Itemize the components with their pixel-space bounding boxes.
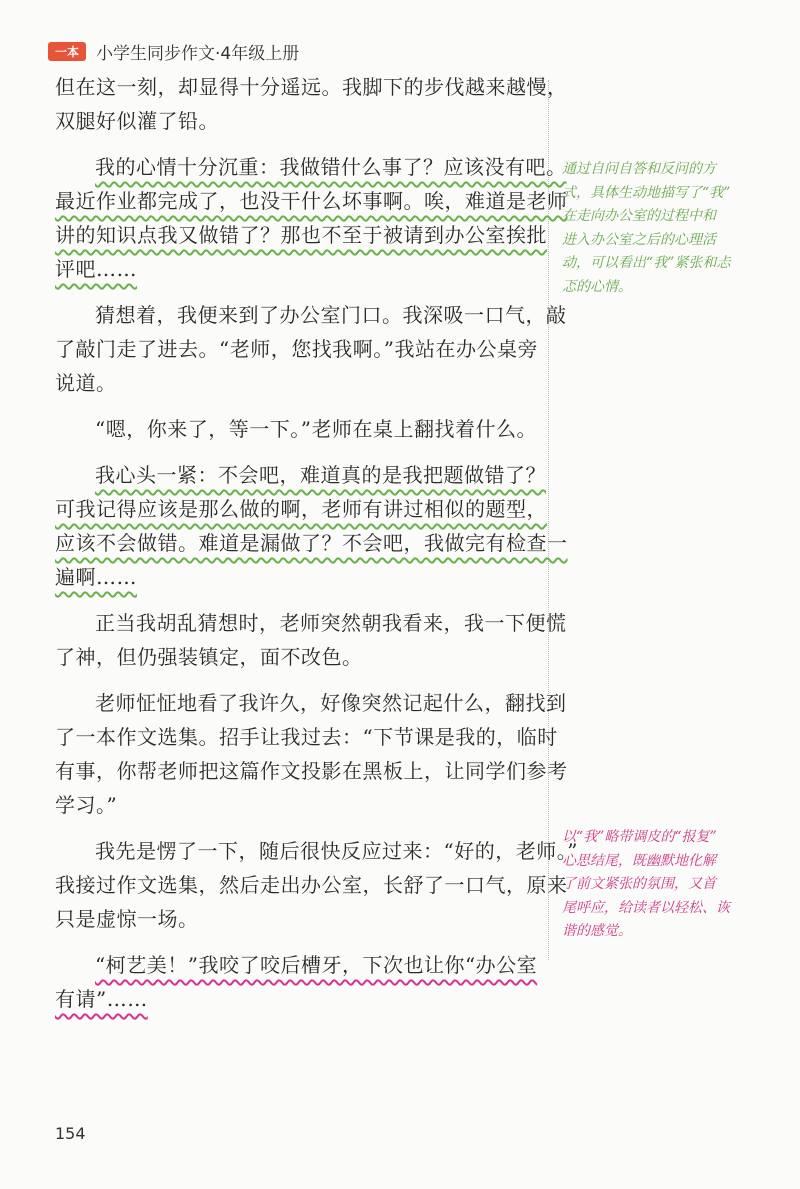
body-line [95, 458, 546, 492]
note-line: 忑的心情。 [562, 278, 632, 295]
body-line: 我先是愣了一下，随后很快反应过来：“好的，老师。” [95, 839, 578, 863]
body-line: 了敲门走了进去。“老师，您找我啊。”我站在办公桌旁 [55, 337, 538, 361]
body-line: 双腿好似灌了铅。 [55, 109, 219, 133]
body-line: 了神，但仍强装镇定，面不改色。 [55, 645, 363, 669]
body-line [55, 252, 137, 286]
body-line: 有事，你帮老师把这篇作文投影在黑板上，让同学们参考 [55, 759, 568, 783]
underlined-text: 评吧…… [55, 257, 137, 281]
underlined-text: 应该不会做错。难道是漏做了？不会吧，我做完有检查一 [55, 531, 568, 555]
body-line: 只是虚惊一场。 [55, 907, 199, 931]
underlined-text: 讲的知识点我又做错了？那也不至于被请到办公室挨批 [55, 223, 547, 247]
body-line: “嗯，你来了，等一下。”老师在桌上翻找着什么。 [95, 417, 537, 441]
body-line: 但在这一刻，却显得十分遥远。我脚下的步伐越来越慢， [55, 75, 568, 99]
underlined-text: 有请”…… [55, 987, 148, 1011]
body-line [55, 560, 137, 594]
body-line [95, 150, 567, 184]
underlined-text: 我的心情十分沉重：我做错什么事了？应该没有吧。 [95, 155, 567, 179]
body-line: 学习。” [55, 793, 118, 817]
underlined-text: 最近作业都完成了，也没干什么坏事啊。唉，难道是老师 [55, 189, 568, 213]
body-line: 正当我胡乱猜想时，老师突然朝我看来，我一下便慌 [95, 611, 567, 635]
body-line: 猜想着，我便来到了办公室门口。我深吸一口气，敲 [95, 303, 567, 327]
note-line: 在走向办公室的过程中和 [562, 208, 716, 224]
note-line: 尾呼应，给读者以轻松、诙 [562, 899, 730, 916]
margin-note-pink [562, 826, 767, 944]
underlined-text: 我心头一紧：不会吧，难道真的是我把题做错了？ [95, 463, 546, 487]
margin-note-green [562, 158, 767, 299]
note-line: 动，可以看出“我”紧张和忐 [562, 255, 731, 271]
underlined-text: “柯艺美！”我咬了咬后槽牙，下次也让你“办公室 [95, 953, 538, 977]
body-line: 我接过作文选集，然后走出办公室，长舒了一口气，原来 [55, 873, 568, 897]
body-line [55, 526, 568, 560]
page-header [48, 40, 299, 62]
body-line: 说道。 [55, 371, 117, 395]
body-line: 老师怔怔地看了我许久，好像突然记起什么，翻找到 [95, 691, 567, 715]
note-line: 心思结尾，既幽默地化解 [562, 852, 716, 869]
body-line [55, 184, 568, 218]
body-line [55, 982, 148, 1016]
page-number: 154 [55, 1124, 86, 1143]
note-line: 进入办公室之后的心理活 [562, 231, 716, 248]
body-line [55, 218, 547, 252]
note-line: 谐的感觉。 [562, 923, 632, 939]
body-line [55, 492, 547, 526]
underlined-text: 遍啊…… [55, 565, 137, 589]
note-line: 了前文紧张的氛围，又首 [562, 876, 716, 892]
note-line: 式，具体生动地描写了“我” [562, 184, 731, 201]
brand-badge: 一本 [48, 42, 86, 61]
body-line [95, 948, 537, 982]
book-title: 小学生同步作文·4年级上册 [96, 43, 300, 64]
body-line: 了一本作文选集。招手让我过去：“下节课是我的，临时 [55, 725, 558, 749]
note-line: 以“我”略带调皮的“报复” [562, 829, 717, 845]
underlined-text: 可我记得应该是那么做的啊，老师有讲过相似的题型， [55, 497, 547, 521]
note-line: 通过自问自答和反问的方 [562, 161, 716, 177]
